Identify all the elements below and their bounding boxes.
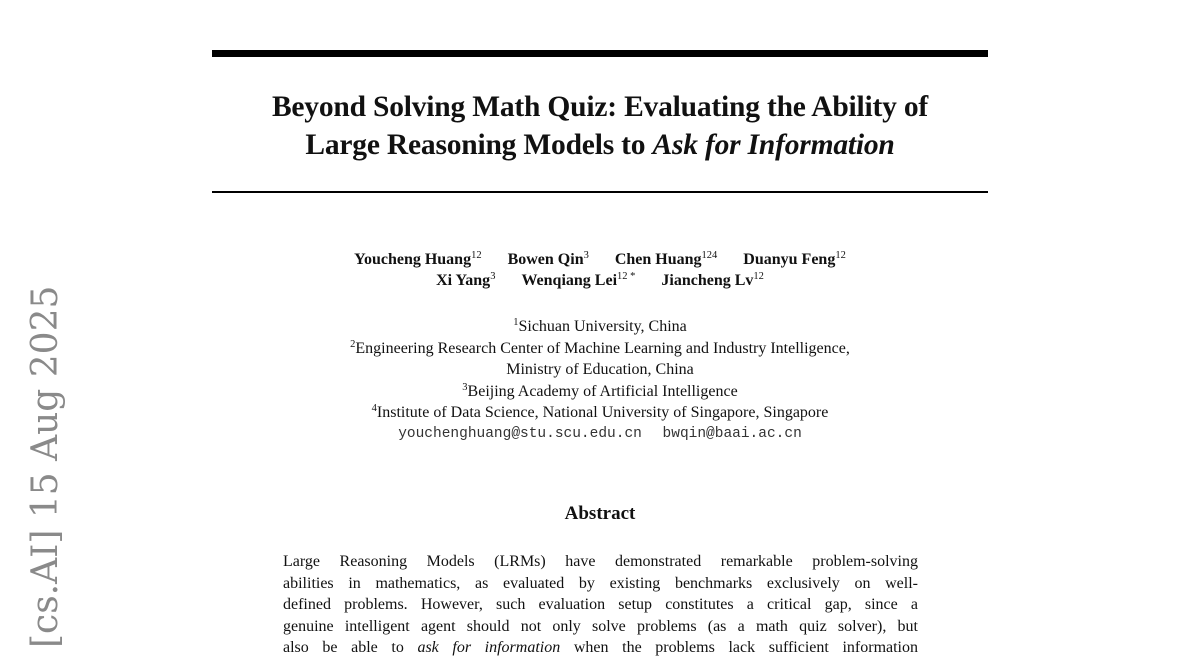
abstract-emphasis: ask for information <box>417 639 561 656</box>
abstract-line: genuine intelligent agent should not only solve problems (as a math quiz solver), but <box>283 617 918 635</box>
abstract-line: Large Reasoning Models (LRMs) have demonstrated remarkable problem-solving <box>283 553 918 570</box>
author-affiliation-marker: 3 <box>490 271 496 282</box>
author-name: Duanyu Feng <box>743 251 836 268</box>
email-link[interactable]: bwqin@baai.ac.cn <box>662 425 802 442</box>
title-line-1: Beyond Solving Math Quiz: Evaluating the Ability of <box>271 91 929 123</box>
affiliation-list <box>200 316 1000 445</box>
abstract-heading: Abstract <box>564 503 636 524</box>
author-affiliation-marker: 12 <box>471 250 482 261</box>
abstract-text: also be able to <box>283 639 418 656</box>
author-affiliation-marker: 12 <box>835 250 846 261</box>
author <box>436 272 495 289</box>
author <box>508 251 589 268</box>
author-affiliation-marker: 3 <box>583 250 589 261</box>
affiliation <box>200 402 1000 424</box>
affiliation-text: Beijing Academy of Artificial Intelligence <box>467 382 738 400</box>
affiliation-text: Ministry of Education, China <box>506 361 694 378</box>
email-link[interactable]: youchenghuang@stu.scu.edu.cn <box>398 425 642 442</box>
author <box>661 272 764 289</box>
affiliation-number: 2 <box>350 338 356 350</box>
author-affiliation-marker: 12 <box>753 271 764 282</box>
affiliation-text: Sichuan University, China <box>518 318 687 335</box>
author <box>743 251 846 268</box>
contact-emails <box>200 424 1000 446</box>
abstract-body <box>283 551 918 659</box>
author <box>521 272 635 289</box>
title-top-rule <box>212 50 988 57</box>
author-affiliation-marker: 124 <box>701 250 718 261</box>
author-row-1 <box>200 249 1000 270</box>
arxiv-identifier-stamp: [cs.AI] 15 Aug 2025 <box>25 285 66 648</box>
title-line-2 <box>200 126 1000 164</box>
affiliation <box>200 316 1000 338</box>
paper-title <box>200 88 1000 164</box>
author <box>615 251 717 268</box>
affiliation-number: 1 <box>513 317 519 328</box>
author-list <box>200 249 1000 291</box>
title-emphasis: Ask for Information <box>652 129 895 161</box>
affiliation <box>200 381 1000 403</box>
author-name: Jiancheng Lv <box>661 272 754 289</box>
affiliation <box>200 338 1000 360</box>
author-affiliation-marker: 12 * <box>617 271 636 282</box>
abstract-text: when the problems lack sufficient information <box>560 639 919 656</box>
author-name: Wenqiang Lei <box>521 272 618 289</box>
title-bottom-rule <box>212 191 988 193</box>
author-name: Xi Yang <box>436 272 491 289</box>
author <box>354 251 481 268</box>
affiliation-text: Institute of Data Science, National University of Singapore, Singapore <box>376 404 829 421</box>
author-name: Chen Huang <box>614 251 702 268</box>
affiliation-number: 3 <box>462 381 468 393</box>
author-name: Bowen Qin <box>507 251 584 268</box>
title-line-2-text: Large Reasoning Models to <box>305 129 653 161</box>
author-name: Youcheng Huang <box>354 251 472 268</box>
abstract-line: abilities in mathematics, as evaluated by existing benchmarks exclusively on well- <box>283 574 918 592</box>
author-row-2 <box>200 270 1000 291</box>
affiliation-text: Engineering Research Center of Machine Learning and Industry Intelligence, <box>355 339 850 357</box>
affiliation-number: 4 <box>371 403 377 414</box>
abstract-line: defined problems. However, such evaluation setup constitutes a critical gap, since a <box>283 596 918 613</box>
affiliation <box>200 359 1000 381</box>
